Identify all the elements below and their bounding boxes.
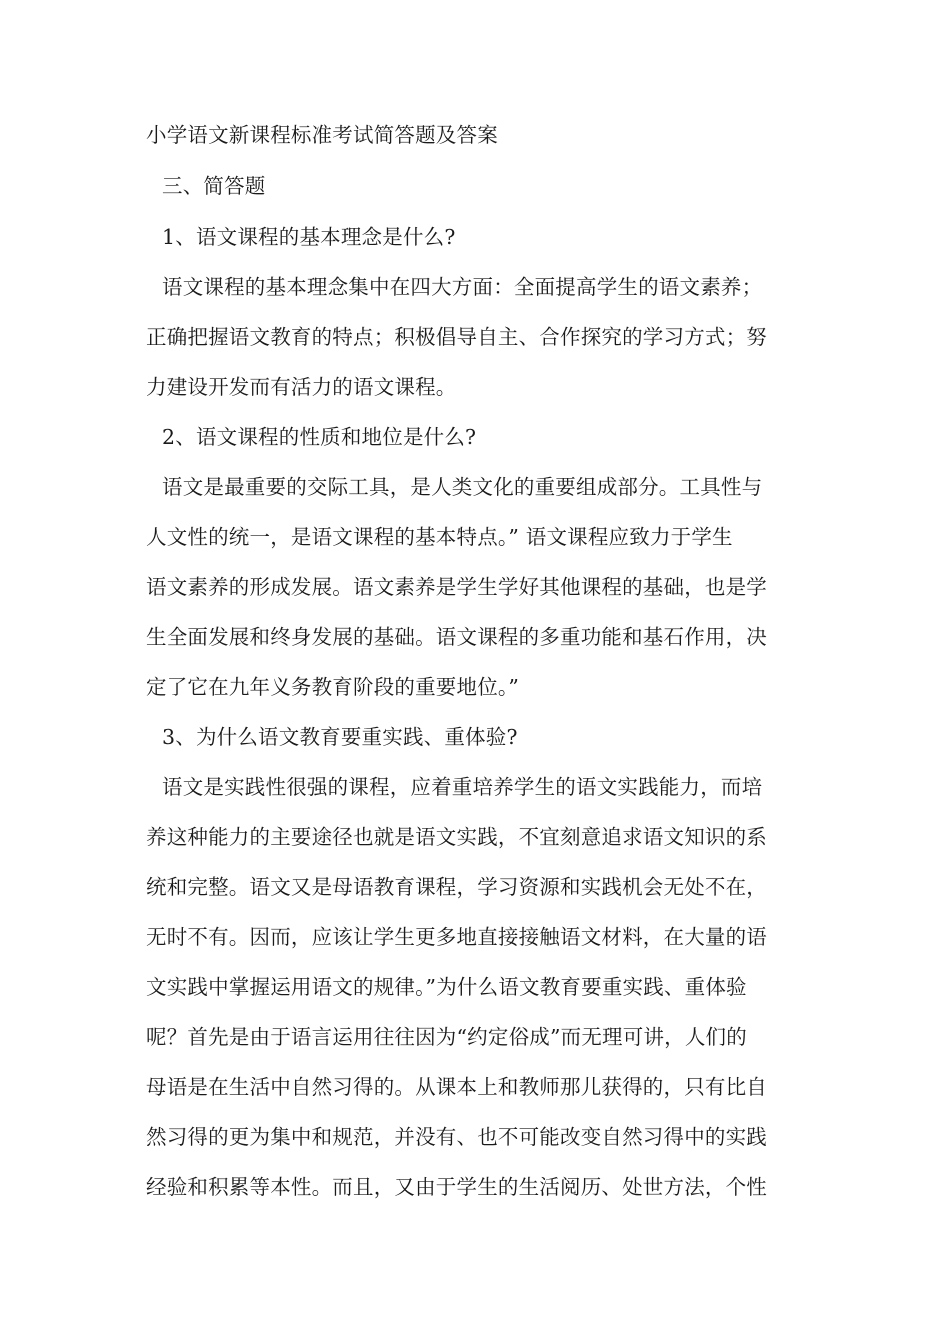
answer-2-line: 语文是最重要的交际工具，是人类文化的重要组成部分。工具性与: [162, 475, 763, 499]
answer-2-line: 生全面发展和终身发展的基础。语文课程的多重功能和基石作用，决: [146, 625, 767, 649]
answer-3-line: 统和完整。语文又是母语教育课程，学习资源和实践机会无处不在，: [146, 875, 767, 899]
question-2: 2、语文课程的性质和地位是什么?: [162, 425, 477, 449]
answer-3-line: 文实践中掌握运用语文的规律。”为什么语文教育要重实践、重体验: [146, 975, 747, 999]
answer-3-line: 无时不有。因而，应该让学生更多地直接接触语文材料，在大量的语: [146, 925, 767, 949]
answer-3-line: 然习得的更为集中和规范，并没有、也不可能改变自然习得中的实践: [146, 1125, 767, 1149]
answer-1-line: 力建设开发而有活力的语文课程。: [146, 375, 457, 399]
question-1: 1、语文课程的基本理念是什么?: [162, 225, 456, 249]
section-heading: 三、简答题: [162, 174, 266, 198]
answer-1-line: 正确把握语文教育的特点；积极倡导自主、合作探究的学习方式；努: [146, 325, 767, 349]
answer-2-line: 语文素养的形成发展。语文素养是学生学好其他课程的基础，也是学: [146, 575, 767, 599]
answer-2-line: 人文性的统一，是语文课程的基本特点。” 语文课程应致力于学生: [146, 525, 733, 549]
answer-3-line: 养这种能力的主要途径也就是语文实践，不宜刻意追求语文知识的系: [146, 825, 767, 849]
question-3: 3、为什么语文教育要重实践、重体验?: [162, 725, 518, 749]
answer-1-line: 语文课程的基本理念集中在四大方面：全面提高学生的语文素养；: [162, 275, 763, 299]
answer-3-line: 语文是实践性很强的课程，应着重培养学生的语文实践能力，而培: [162, 775, 763, 799]
answer-3-line: 呢？首先是由于语言运用往往因为“约定俗成”而无理可讲，人们的: [146, 1025, 747, 1049]
answer-3-line: 经验和积累等本性。而且，又由于学生的生活阅历、处世方法，个性: [146, 1175, 767, 1199]
answer-2-line: 定了它在九年义务教育阶段的重要地位。”: [146, 675, 520, 699]
answer-3-line: 母语是在生活中自然习得的。从课本上和教师那儿获得的，只有比自: [146, 1075, 767, 1099]
document-title: 小学语文新课程标准考试简答题及答案: [146, 123, 498, 147]
